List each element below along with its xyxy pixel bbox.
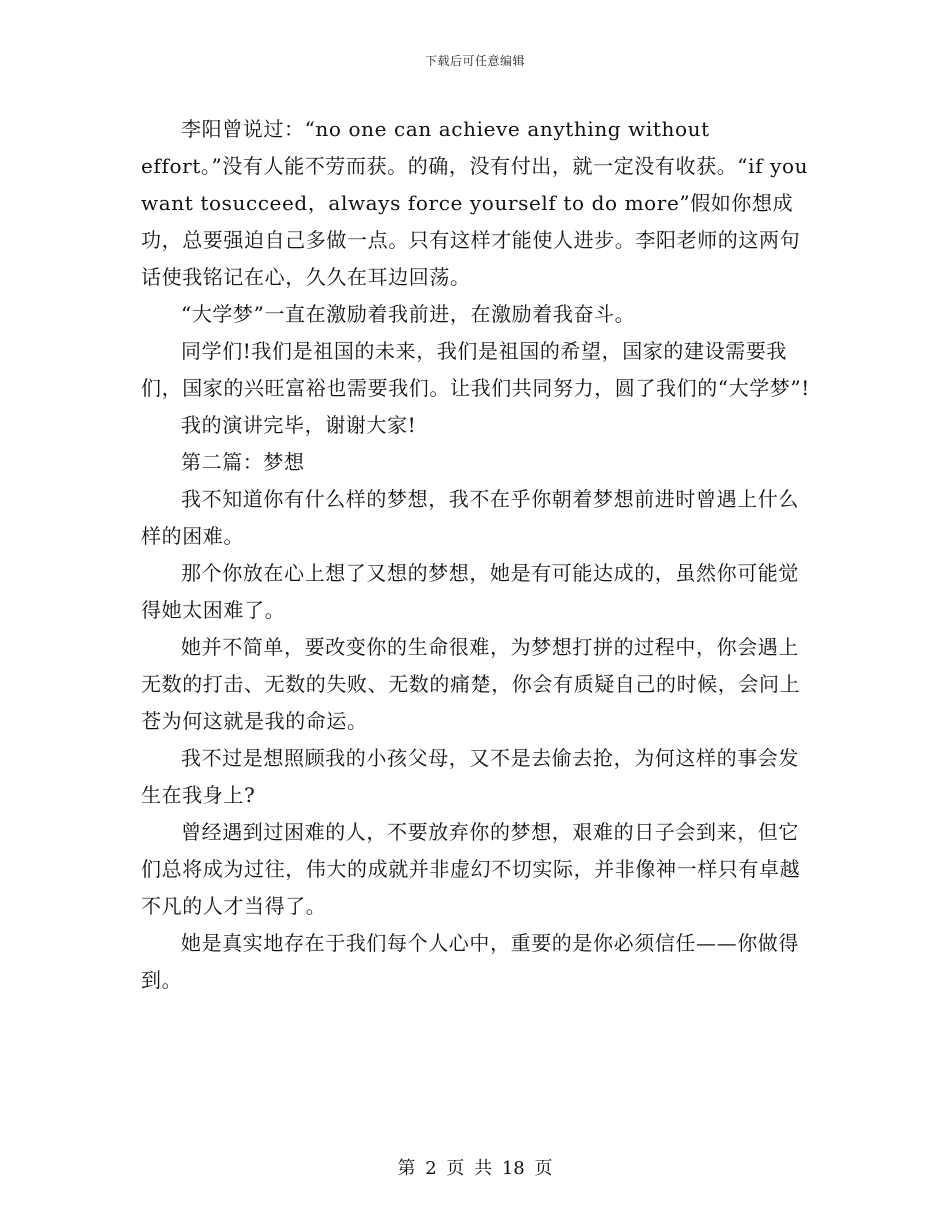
- paragraph-believe: 她是真实地存在于我们每个人心中，重要的是你必须信任——你做得到。: [141, 931, 799, 992]
- paragraph-closing: 我的演讲完毕，谢谢大家!: [181, 413, 417, 437]
- paragraph-dont-give-up: 曾经遇到过困难的人，不要放弃你的梦想，艰难的日子会到来，但它们总将成为过往，伟大的成就并非虚幻不切实际，并非像神一样只有卓越不凡的人才当得了。: [141, 820, 801, 918]
- page-footer: 第 2 页 共 18 页: [397, 1158, 553, 1179]
- paragraph-dream-intro: 我不知道你有什么样的梦想，我不在乎你朝着梦想前进时曾遇上什么样的困难。: [141, 487, 799, 548]
- paragraph-classmates: 同学们!我们是祖国的未来，我们是祖国的希望，国家的建设需要我们，国家的兴旺富裕也需要我们。让我们共同努力，圆了我们的“大学梦”!: [141, 339, 810, 400]
- page-header: 下载后可任意编辑: [424, 54, 525, 68]
- document-body: [141, 111, 811, 999]
- paragraph-dream-hard: 她并不简单，要改变你的生命很难，为梦想打拼的过程中，你会遇上无数的打击、无数的失败、无数的痛楚，你会有质疑自己的时候，会问上苍为何这就是我的命运。: [141, 635, 801, 733]
- paragraph-dream-possible: 那个你放在心上想了又想的梦想，她是有可能达成的，虽然你可能觉得她太困难了。: [141, 561, 799, 622]
- paragraph-why-me: 我不过是想照顾我的小孩父母，又不是去偷去抢，为何这样的事会发生在我身上?: [141, 746, 799, 807]
- paragraph-university-dream: “大学梦”一直在激励着我前进，在激励着我奋斗。: [181, 302, 636, 326]
- section-heading: 第二篇：梦想: [181, 450, 305, 474]
- paragraph-quote-liyang: 李阳曾说过：“no one can achieve anything without effort。”没有人能不劳而获。的确，没有付出，就一定没有收获。“if you want tosucceed，always force yourself to do more”假如你想成功，总要强迫自己多做一点。只有这样才能使人进步。李阳老师的这两句话使我铭记在心，久久在耳边回荡。: [141, 117, 809, 289]
